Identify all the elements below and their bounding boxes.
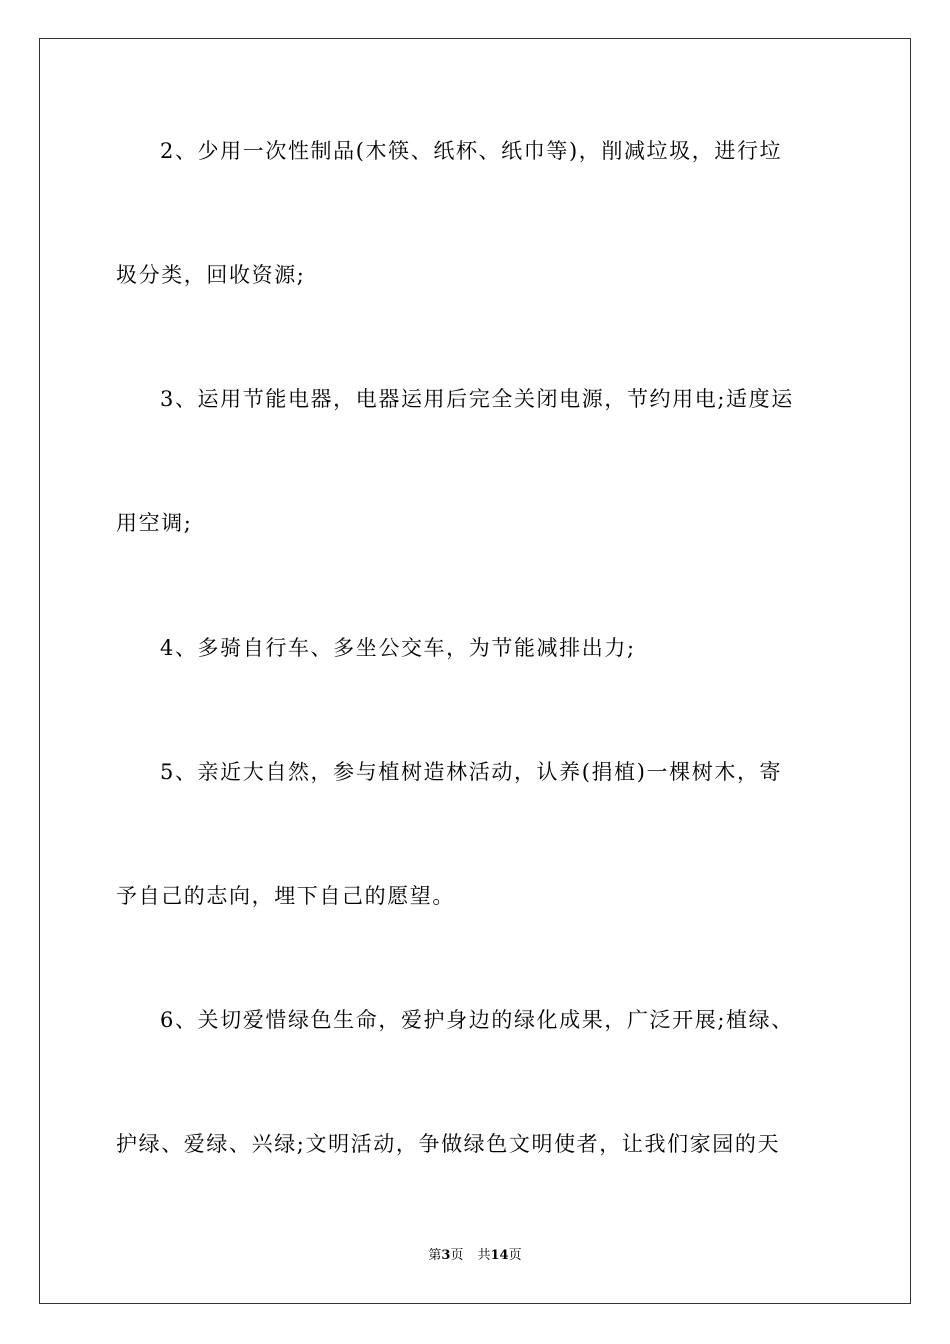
paragraph-line-3: 3、运用节能电器，电器运用后完全关闭电源，节约用电;适度运 bbox=[160, 387, 794, 411]
footer-page-prefix: 第 bbox=[428, 1248, 442, 1263]
footer-page-suffix: 页 bbox=[450, 1248, 464, 1263]
paragraph-line-6: 5、亲近大自然，参与植树造林活动，认养(捐植)一棵树木，寄 bbox=[160, 760, 783, 784]
paragraph-line-2: 圾分类，回收资源; bbox=[116, 263, 306, 287]
paragraph-line-8: 6、关切爱惜绿色生命，爱护身边的绿化成果，广泛开展;植绿、 bbox=[160, 1008, 794, 1032]
page-border bbox=[39, 38, 911, 1304]
footer-page-number: 3 bbox=[441, 1248, 451, 1263]
paragraph-line-5: 4、多骑自行车、多坐公交车，为节能减排出力; bbox=[160, 636, 636, 660]
paragraph-line-4: 用空调; bbox=[116, 511, 193, 535]
footer-total-prefix: 共 bbox=[477, 1248, 491, 1263]
page-footer bbox=[0, 1247, 950, 1265]
paragraph-line-9: 护绿、爱绿、兴绿;文明活动，争做绿色文明使者，让我们家园的天 bbox=[116, 1132, 781, 1156]
footer-total-pages: 14 bbox=[490, 1248, 509, 1263]
paragraph-line-7: 予自己的志向，埋下自己的愿望。 bbox=[116, 884, 455, 908]
paragraph-line-1: 2、少用一次性制品(木筷、纸杯、纸巾等)，削减垃圾，进行垃 bbox=[160, 139, 783, 163]
footer-total-suffix: 页 bbox=[508, 1248, 522, 1263]
